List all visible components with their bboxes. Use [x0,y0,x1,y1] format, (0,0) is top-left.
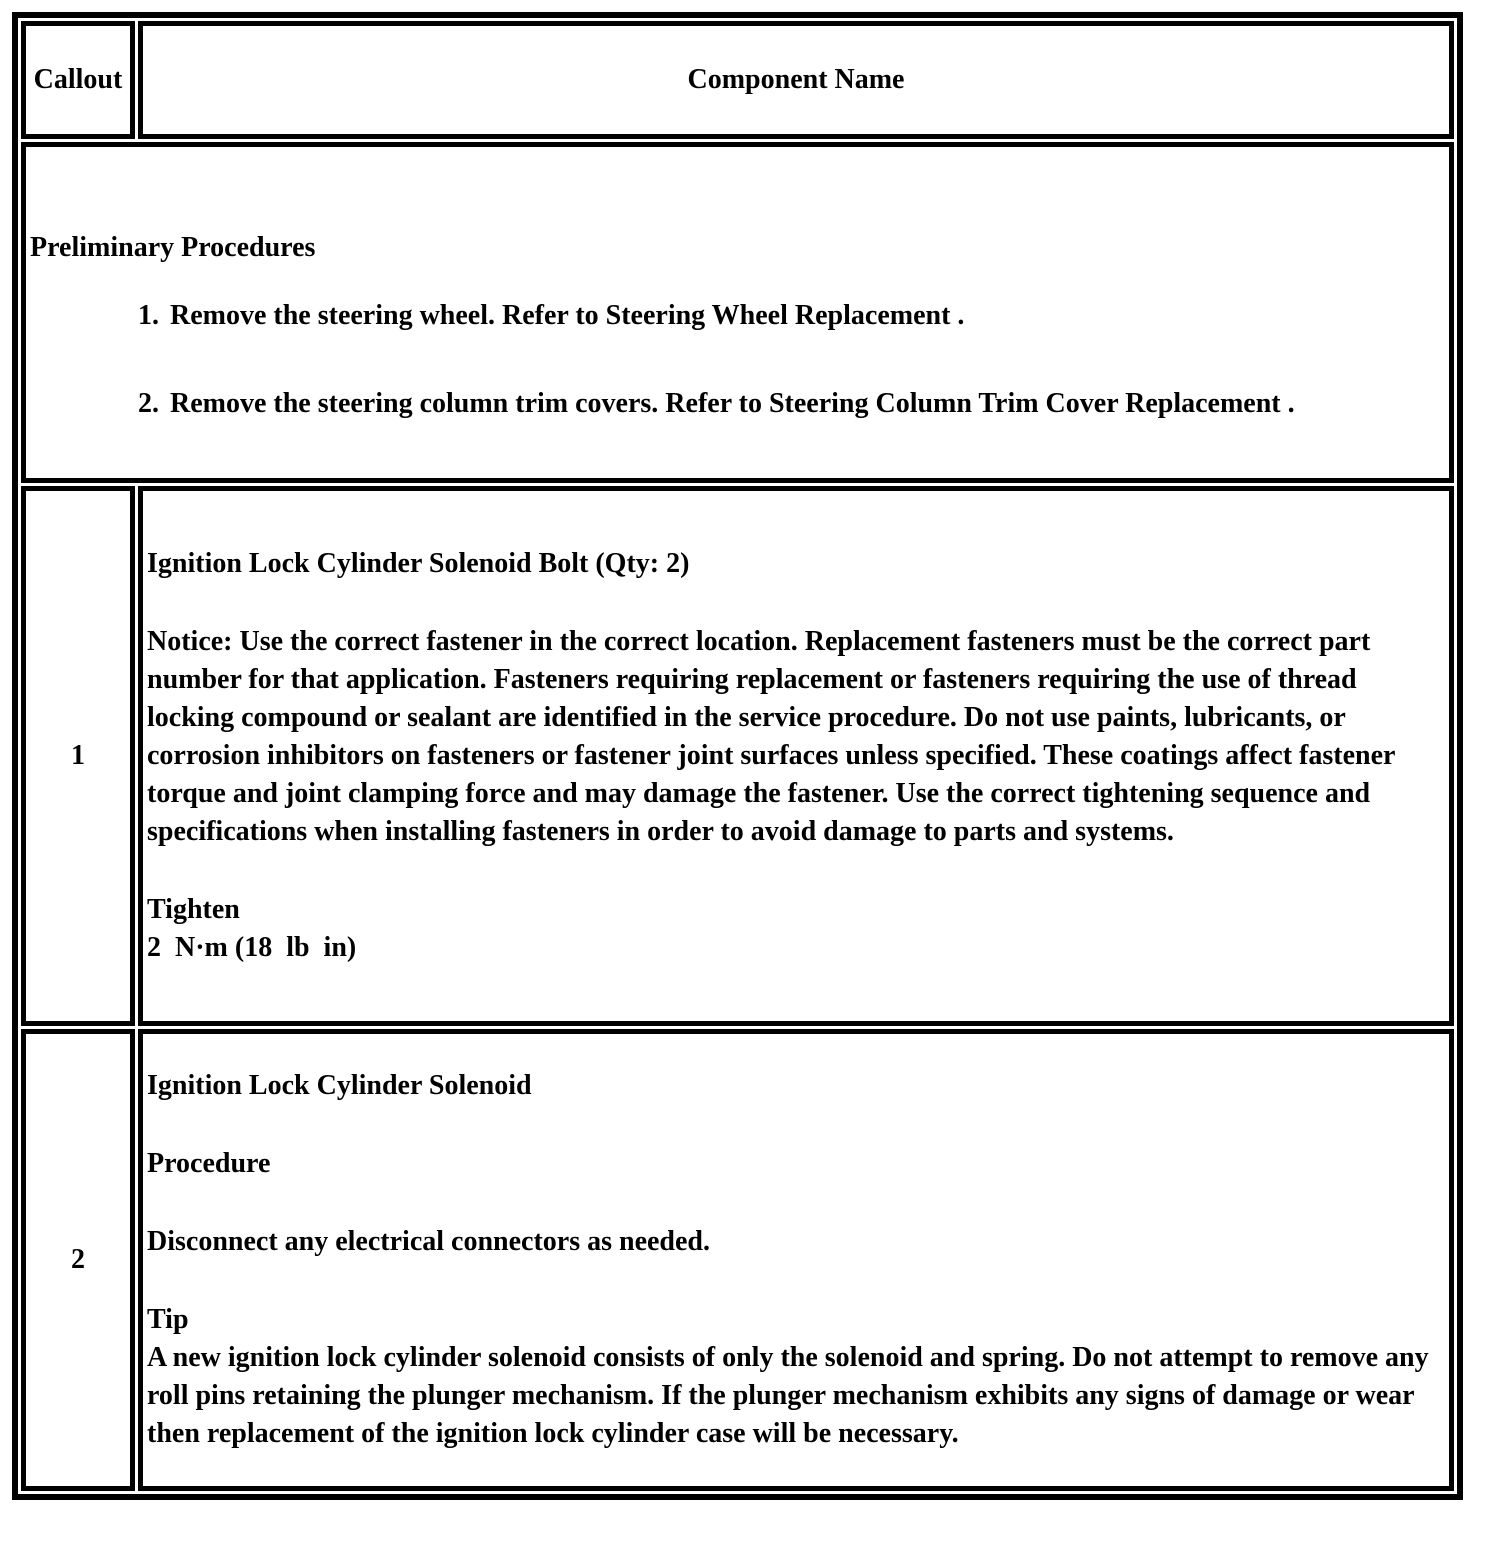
callout-number: 2 [21,1029,135,1491]
tip-text: A new ignition lock cylinder solenoid consists of only the solenoid and spring. Do not attempt to remove any roll pins retaining the plunger mechanism. If the plunger mechanism exhibits any signs of damage or wear then replacement of the ignition lock cylinder case will be necessary. [147,1342,1429,1449]
table-row [21,1029,1454,1491]
procedure-label: Procedure [147,1148,271,1179]
header-callout: Callout [21,21,135,139]
tighten-label: Tighten [147,894,240,925]
preliminary-row [21,142,1454,483]
procedure-text: Disconnect any electrical connectors as needed. [147,1226,710,1257]
header-component-name: Component Name [138,21,1454,139]
tip-label: Tip [147,1304,189,1335]
preliminary-cell [21,142,1454,483]
header-row [21,21,1454,139]
preliminary-title: Preliminary Procedures [30,232,316,263]
table-row [21,486,1454,1026]
component-cell [138,1029,1454,1491]
preliminary-step: 1. Remove the steering wheel. Refer to Steering Wheel Replacement . [166,297,1445,335]
component-cell [138,486,1454,1026]
preliminary-steps [30,297,1445,423]
callout-number: 1 [21,486,135,1026]
component-name: Ignition Lock Cylinder Solenoid [147,1070,532,1101]
notice-text: Notice: Use the correct fastener in the correct location. Replacement fasteners must be the correct part number for that application. Fasteners requiring replacement or fasteners requiring the use of thread locking compound or sealant are identified in the service procedure. Do not use paints, lubricants, or corrosion inhibitors on fasteners or fastener joint surfaces unless specified. These coatings affect fastener torque and joint clamping force and may damage the fastener. Use the correct tightening sequence and specifications when installing fasteners in order to avoid damage to parts and systems. [147,626,1395,847]
component-name: Ignition Lock Cylinder Solenoid Bolt (Qty: 2) [147,548,690,579]
component-table [12,12,1463,1500]
torque-value: 2 N·m (18 lb in) [147,932,357,963]
preliminary-step: 2. Remove the steering column trim covers. Refer to Steering Column Trim Cover Replacement . [166,385,1445,423]
